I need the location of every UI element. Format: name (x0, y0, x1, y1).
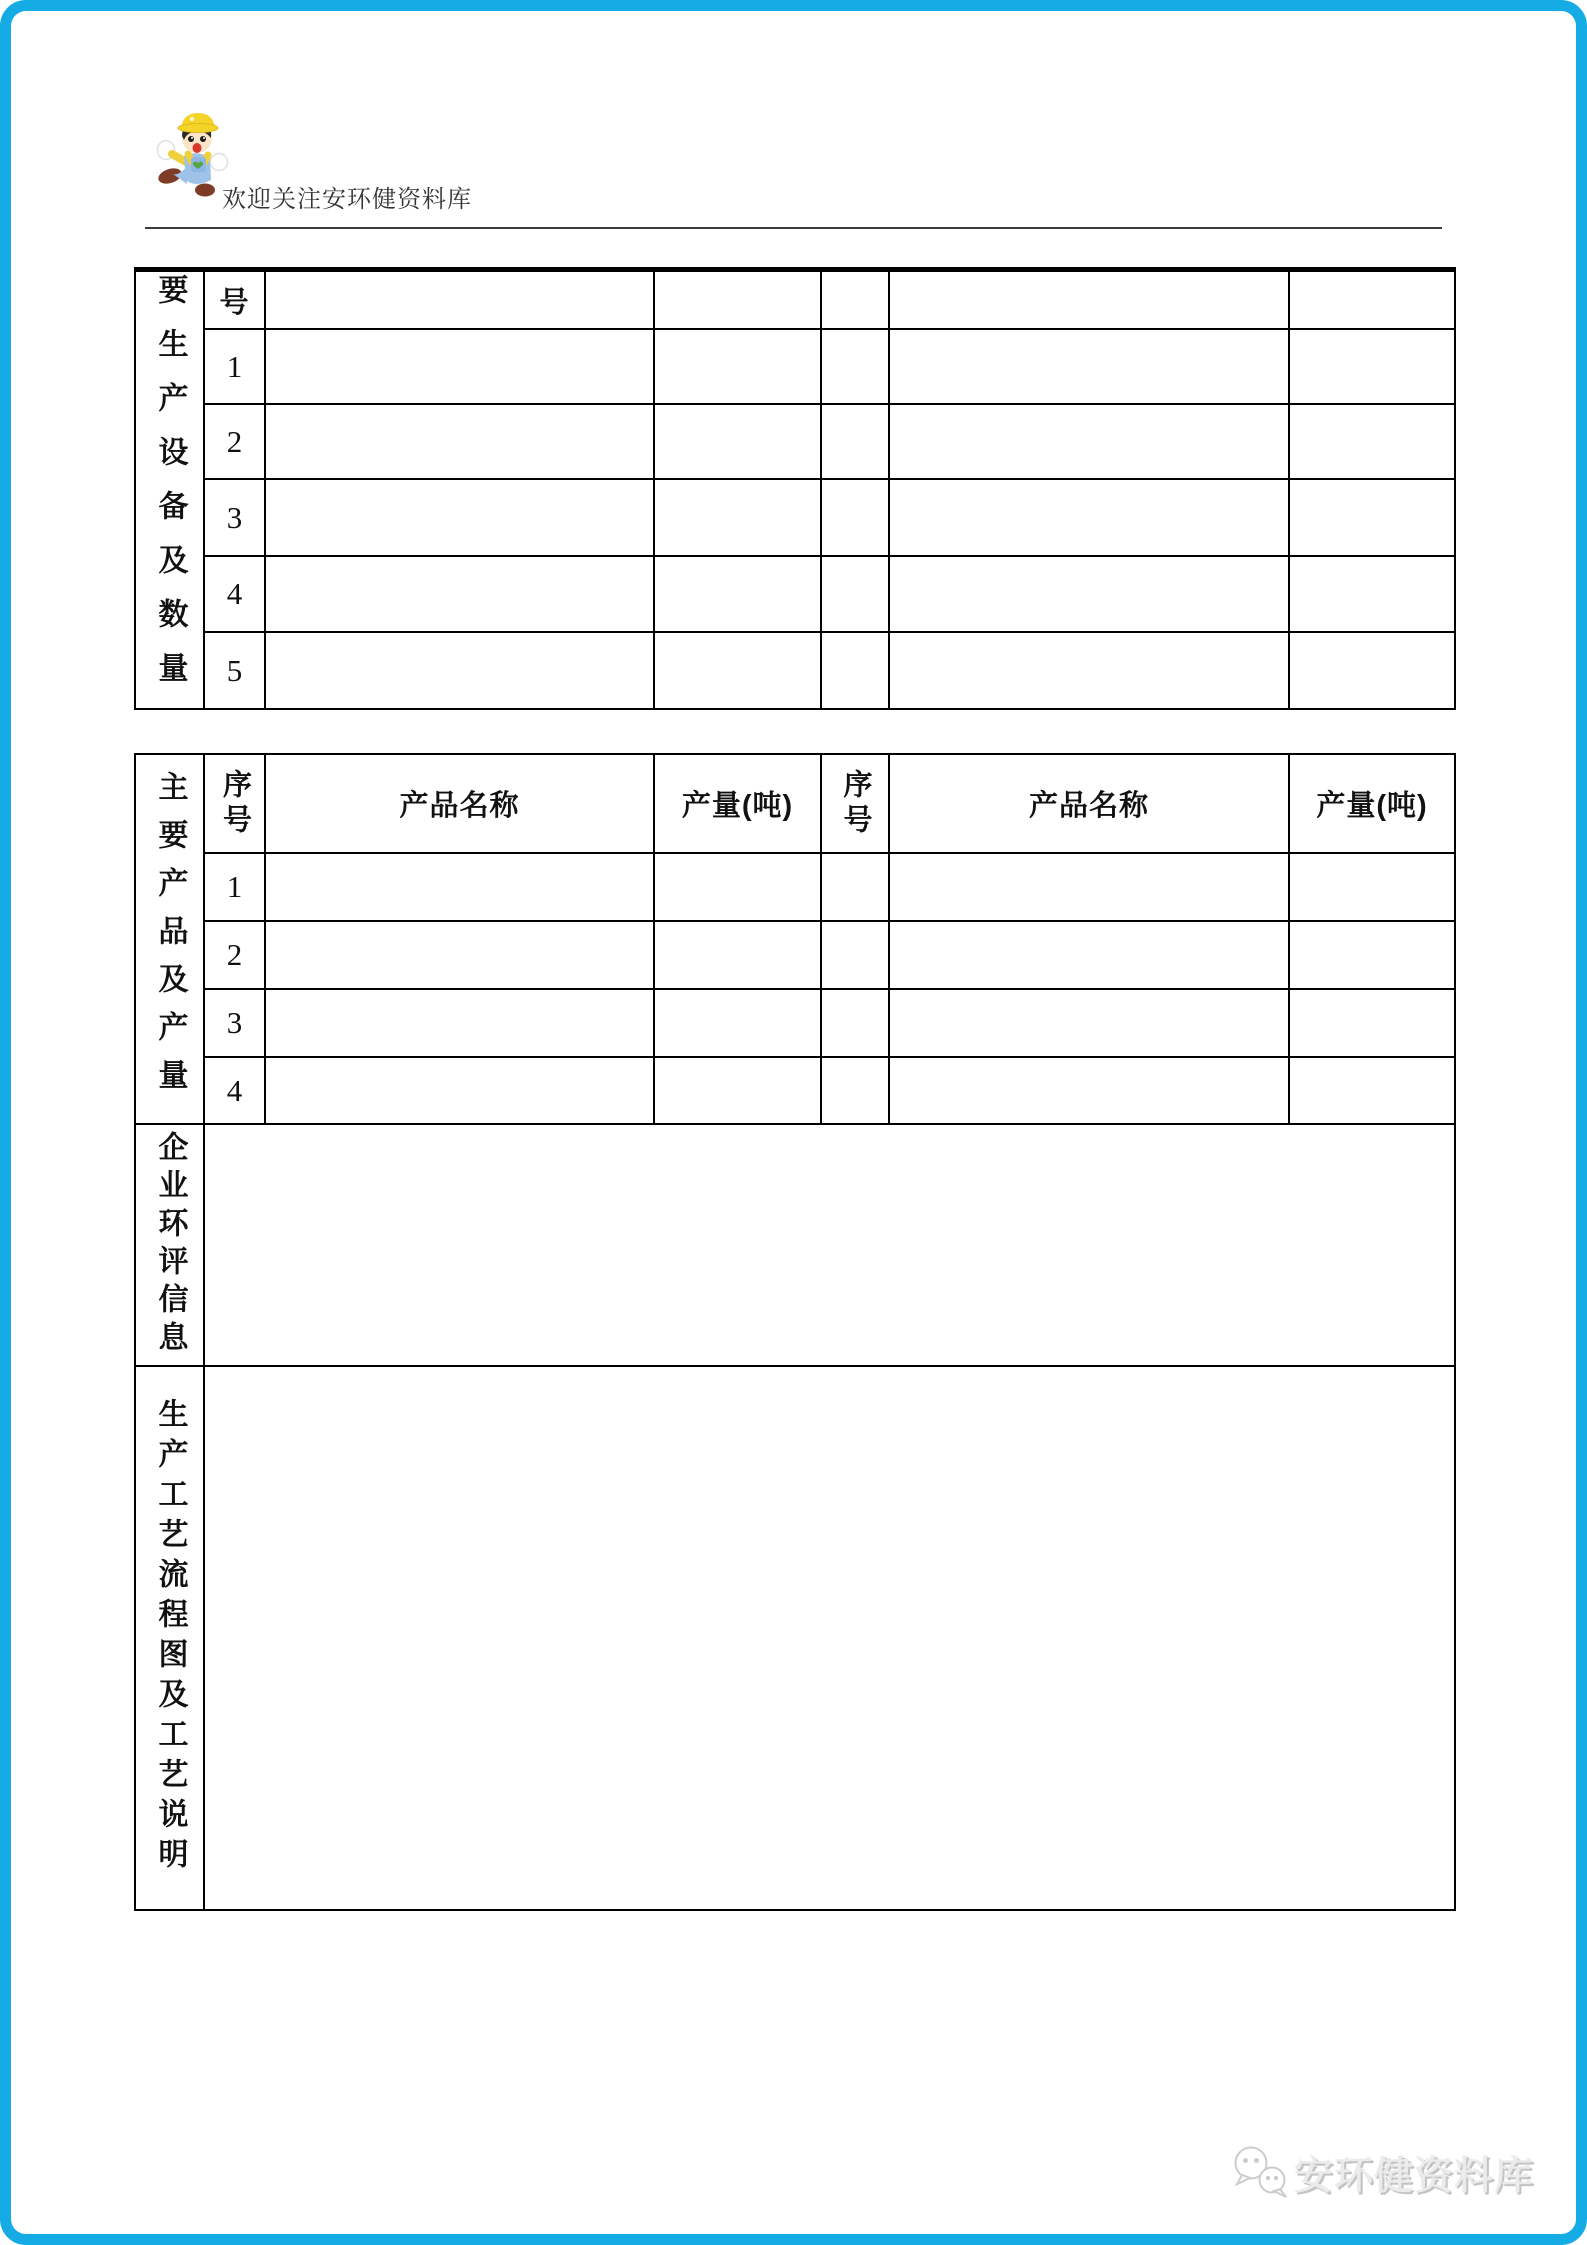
mascot-hat-highlight (190, 117, 194, 121)
env-info-label (136, 1125, 205, 1367)
empty-cell (890, 330, 1290, 405)
bubble-large-tail (1237, 2175, 1250, 2184)
bubble-eye (1266, 2176, 1270, 2180)
header-divider (145, 227, 1442, 229)
empty-cell (822, 405, 890, 480)
empty-cell (1290, 990, 1454, 1058)
brand-text: 欢迎关注安环健资料库 (222, 187, 472, 213)
empty-cell (655, 1058, 822, 1125)
empty-cell (890, 854, 1290, 922)
col-header-product-name: 产品名称 (890, 755, 1290, 854)
empty-cell (1290, 922, 1454, 990)
empty-cell (266, 330, 655, 405)
row-number-cell: 2 (205, 922, 266, 990)
empty-cell (655, 480, 822, 557)
empty-cell (266, 557, 655, 633)
empty-cell (890, 557, 1290, 633)
empty-cell (890, 480, 1290, 557)
equipment-table (134, 267, 1456, 710)
empty-cell (655, 557, 822, 633)
mascot-hardhat-brim (178, 124, 218, 133)
equipment-label-text: 要生产设备及数量 (153, 274, 187, 706)
bubble-eye (1254, 2158, 1259, 2163)
mascot-front-shoe (195, 184, 215, 197)
col-header-product-name: 产品名称 (266, 755, 655, 854)
empty-cell (1290, 1058, 1454, 1125)
empty-cell (1290, 633, 1454, 708)
row-number-cell: 1 (205, 330, 266, 405)
empty-cell (1290, 272, 1454, 330)
bubble-small-tail (1274, 2189, 1286, 2197)
watermark-text: 安环健资料库 (1294, 2155, 1535, 2198)
col-header-index-text: 序号 (219, 768, 251, 839)
empty-cell (266, 854, 655, 922)
empty-cell (1290, 405, 1454, 480)
bubble-eye (1274, 2176, 1278, 2180)
empty-cell (655, 922, 822, 990)
empty-cell (890, 1058, 1290, 1125)
col-header-index-text: 序号 (839, 768, 872, 839)
empty-cell (822, 557, 890, 633)
row-number-cell: 3 (205, 990, 266, 1058)
row-number-cell: 3 (205, 480, 266, 557)
empty-cell (655, 633, 822, 708)
mascot-right-glove (211, 154, 228, 171)
env-info-content-cell (205, 1125, 1454, 1367)
empty-cell (890, 272, 1290, 330)
empty-cell (266, 405, 655, 480)
empty-cell (266, 922, 655, 990)
env-info-label-text: 企业环评信息 (153, 1131, 187, 1359)
empty-cell (890, 990, 1290, 1058)
mascot-eye-glint (203, 137, 205, 139)
empty-cell (822, 272, 890, 330)
empty-cell (266, 1058, 655, 1125)
watermark (1228, 2142, 1534, 2204)
col-header-index (822, 755, 890, 854)
empty-cell (822, 854, 890, 922)
empty-cell (655, 330, 822, 405)
empty-cell (1290, 330, 1454, 405)
products-label-text: 主要产品及产量 (153, 771, 187, 1107)
empty-cell (822, 990, 890, 1058)
products-table-label (136, 755, 205, 1125)
empty-cell (822, 633, 890, 708)
empty-cell (822, 1058, 890, 1125)
col-header-output: 产量(吨) (1290, 755, 1454, 854)
empty-cell (266, 480, 655, 557)
empty-cell (890, 922, 1290, 990)
col-header-output: 产量(吨) (655, 755, 822, 854)
empty-cell (1290, 557, 1454, 633)
empty-cell (655, 405, 822, 480)
mascot-arm (172, 154, 186, 162)
empty-cell (1290, 854, 1454, 922)
mascot-mouth (193, 143, 202, 153)
empty-cell (655, 990, 822, 1058)
row-number-cell: 4 (205, 557, 266, 633)
empty-cell (655, 272, 822, 330)
index-header-cell: 号 (205, 272, 266, 330)
col-header-index (205, 755, 266, 854)
empty-cell (266, 272, 655, 330)
wechat-chat-bubbles-icon (1228, 2142, 1294, 2204)
empty-cell (655, 854, 822, 922)
empty-cell (822, 330, 890, 405)
process-content-cell (205, 1367, 1454, 1909)
row-number-cell: 4 (205, 1058, 266, 1125)
empty-cell (890, 405, 1290, 480)
mascot-eye-glint (191, 137, 193, 139)
empty-cell (822, 922, 890, 990)
products-env-process-table (134, 753, 1456, 1911)
empty-cell (266, 990, 655, 1058)
row-number-cell: 1 (205, 854, 266, 922)
row-number-cell: 5 (205, 633, 266, 708)
empty-cell (1290, 480, 1454, 557)
empty-cell (822, 480, 890, 557)
equipment-table-label (136, 272, 205, 708)
empty-cell (890, 633, 1290, 708)
mascot-eye-left (188, 136, 194, 142)
process-label-text: 生产工艺流程图及工艺说明 (153, 1398, 187, 1878)
empty-cell (266, 633, 655, 708)
row-number-cell: 2 (205, 405, 266, 480)
bubble-eye (1243, 2158, 1248, 2163)
process-label (136, 1367, 205, 1909)
mascot-eye-right (200, 136, 206, 142)
